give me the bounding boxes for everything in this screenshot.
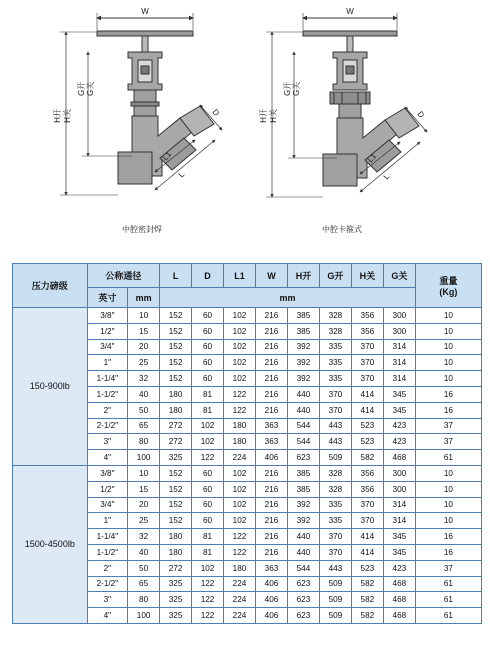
table-cell: 1/2"	[87, 481, 128, 497]
table-cell: 60	[192, 339, 224, 355]
table-cell: 523	[351, 434, 383, 450]
table-cell: 81	[192, 386, 224, 402]
table-cell: 440	[287, 386, 319, 402]
table-cell: 335	[319, 355, 351, 371]
header-d: D	[192, 264, 224, 288]
table-cell: 356	[351, 323, 383, 339]
dim-d-label: D	[210, 107, 222, 118]
table-cell: 20	[128, 497, 160, 513]
table-cell: 1"	[87, 355, 128, 371]
table-cell: 10	[415, 497, 481, 513]
table-cell: 61	[415, 592, 481, 608]
pressure-class-cell: 150-900lb	[13, 308, 88, 466]
table-cell: 314	[383, 371, 415, 387]
table-cell: 80	[128, 592, 160, 608]
table-cell: 122	[192, 450, 224, 466]
table-cell: 443	[319, 418, 351, 434]
left-drawing-caption: 中腔密封焊	[122, 225, 162, 234]
table-cell: 152	[160, 371, 192, 387]
table-cell: 10	[415, 513, 481, 529]
table-cell: 10	[415, 355, 481, 371]
table-cell: 2-1/2"	[87, 418, 128, 434]
table-cell: 414	[351, 544, 383, 560]
header-l: L	[160, 264, 192, 288]
table-cell: 10	[415, 465, 481, 481]
table-cell: 216	[256, 371, 288, 387]
table-cell: 100	[128, 450, 160, 466]
table-cell: 60	[192, 465, 224, 481]
table-cell: 216	[256, 323, 288, 339]
table-cell: 100	[128, 608, 160, 624]
table-cell: 216	[256, 465, 288, 481]
table-cell: 509	[319, 576, 351, 592]
table-cell: 335	[319, 371, 351, 387]
table-cell: 582	[351, 592, 383, 608]
table-cell: 523	[351, 418, 383, 434]
table-cell: 152	[160, 513, 192, 529]
table-cell: 414	[351, 402, 383, 418]
header-h-open: H开	[287, 264, 319, 288]
table-cell: 3/4"	[87, 339, 128, 355]
table-cell: 10	[415, 371, 481, 387]
table-cell: 328	[319, 323, 351, 339]
table-cell: 370	[319, 386, 351, 402]
table-cell: 370	[319, 529, 351, 545]
table-cell: 10	[415, 323, 481, 339]
table-cell: 468	[383, 576, 415, 592]
table-cell: 370	[351, 355, 383, 371]
table-cell: 102	[224, 371, 256, 387]
table-cell: 102	[224, 465, 256, 481]
table-cell: 385	[287, 308, 319, 324]
table-cell: 623	[287, 450, 319, 466]
table-cell: 10	[415, 481, 481, 497]
table-cell: 81	[192, 402, 224, 418]
table-cell: 406	[256, 608, 288, 624]
table-cell: 216	[256, 497, 288, 513]
table-cell: 440	[287, 402, 319, 418]
dim-h-close-label: H关	[63, 108, 72, 123]
dim-l1-label: L1	[160, 149, 174, 163]
table-cell: 152	[160, 323, 192, 339]
table-cell: 122	[224, 386, 256, 402]
table-cell: 25	[128, 355, 160, 371]
table-cell: 37	[415, 560, 481, 576]
dim-w-label: W	[346, 7, 354, 16]
table-cell: 216	[256, 386, 288, 402]
table-cell: 10	[128, 308, 160, 324]
table-cell: 122	[192, 592, 224, 608]
table-cell: 440	[287, 529, 319, 545]
valve-drawing-welded-bonnet	[53, 7, 222, 195]
table-cell: 272	[160, 434, 192, 450]
table-cell: 122	[192, 576, 224, 592]
table-cell: 345	[383, 386, 415, 402]
table-cell: 61	[415, 608, 481, 624]
table-cell: 102	[224, 308, 256, 324]
table-cell: 40	[128, 386, 160, 402]
table-cell: 392	[287, 355, 319, 371]
table-cell: 50	[128, 402, 160, 418]
table-cell: 102	[224, 323, 256, 339]
table-cell: 2"	[87, 402, 128, 418]
table-cell: 443	[319, 560, 351, 576]
table-cell: 180	[160, 386, 192, 402]
table-cell: 414	[351, 529, 383, 545]
table-row	[13, 308, 482, 324]
table-cell: 325	[160, 450, 192, 466]
table-cell: 385	[287, 323, 319, 339]
table-cell: 3"	[87, 434, 128, 450]
table-cell: 623	[287, 592, 319, 608]
table-cell: 335	[319, 339, 351, 355]
table-cell: 224	[224, 576, 256, 592]
table-cell: 423	[383, 434, 415, 450]
table-cell: 509	[319, 592, 351, 608]
table-cell: 3/8"	[87, 465, 128, 481]
table-cell: 60	[192, 513, 224, 529]
header-l1: L1	[224, 264, 256, 288]
table-cell: 216	[256, 339, 288, 355]
table-cell: 2"	[87, 560, 128, 576]
header-dimension-unit: mm	[160, 288, 416, 308]
table-cell: 1-1/2"	[87, 544, 128, 560]
table-cell: 122	[224, 544, 256, 560]
table-cell: 25	[128, 513, 160, 529]
table-cell: 468	[383, 608, 415, 624]
table-cell: 60	[192, 481, 224, 497]
dim-l1-label: L1	[365, 151, 379, 165]
table-cell: 468	[383, 592, 415, 608]
table-cell: 180	[160, 402, 192, 418]
table-cell: 10	[415, 339, 481, 355]
table-cell: 15	[128, 481, 160, 497]
header-g-close: G关	[383, 264, 415, 288]
table-cell: 440	[287, 544, 319, 560]
table-cell: 414	[351, 386, 383, 402]
table-cell: 325	[160, 608, 192, 624]
valve-drawings	[0, 0, 490, 250]
table-cell: 345	[383, 402, 415, 418]
table-cell: 406	[256, 592, 288, 608]
dim-h-open-label: H开	[53, 108, 62, 123]
table-cell: 16	[415, 402, 481, 418]
table-cell: 370	[351, 371, 383, 387]
table-cell: 392	[287, 339, 319, 355]
table-cell: 152	[160, 497, 192, 513]
table-cell: 102	[224, 513, 256, 529]
table-cell: 152	[160, 465, 192, 481]
dim-h-close-label: H关	[269, 108, 278, 123]
table-cell: 468	[383, 450, 415, 466]
table-cell: 3"	[87, 592, 128, 608]
table-cell: 60	[192, 308, 224, 324]
table-cell: 300	[383, 465, 415, 481]
table-cell: 406	[256, 576, 288, 592]
pressure-class-cell: 1500-4500lb	[13, 465, 88, 623]
table-cell: 50	[128, 560, 160, 576]
table-cell: 224	[224, 592, 256, 608]
table-cell: 370	[351, 513, 383, 529]
table-cell: 272	[160, 418, 192, 434]
table-cell: 37	[415, 418, 481, 434]
table-cell: 314	[383, 513, 415, 529]
table-cell: 392	[287, 497, 319, 513]
dim-l-label: L	[176, 170, 187, 180]
table-cell: 80	[128, 434, 160, 450]
table-cell: 20	[128, 339, 160, 355]
table-cell: 1"	[87, 513, 128, 529]
header-h-close: H关	[351, 264, 383, 288]
dim-g-open-label: G开	[283, 81, 292, 96]
table-cell: 523	[351, 560, 383, 576]
table-cell: 623	[287, 576, 319, 592]
table-cell: 81	[192, 544, 224, 560]
table-cell: 102	[192, 418, 224, 434]
table-row	[13, 465, 482, 481]
table-cell: 216	[256, 308, 288, 324]
table-cell: 40	[128, 544, 160, 560]
table-cell: 216	[256, 529, 288, 545]
table-cell: 423	[383, 560, 415, 576]
table-cell: 122	[192, 608, 224, 624]
table-cell: 4"	[87, 608, 128, 624]
table-cell: 122	[224, 402, 256, 418]
table-cell: 16	[415, 544, 481, 560]
table-cell: 152	[160, 308, 192, 324]
table-cell: 102	[224, 355, 256, 371]
table-cell: 582	[351, 576, 383, 592]
table-cell: 216	[256, 481, 288, 497]
table-cell: 152	[160, 339, 192, 355]
table-cell: 102	[192, 560, 224, 576]
table-cell: 32	[128, 529, 160, 545]
table-cell: 544	[287, 418, 319, 434]
table-cell: 102	[224, 339, 256, 355]
table-cell: 32	[128, 371, 160, 387]
table-cell: 300	[383, 308, 415, 324]
table-cell: 356	[351, 308, 383, 324]
table-cell: 180	[224, 560, 256, 576]
table-cell: 272	[160, 560, 192, 576]
table-cell: 370	[351, 497, 383, 513]
table-cell: 300	[383, 481, 415, 497]
header-weight-label: 重量	[439, 276, 458, 286]
table-cell: 356	[351, 481, 383, 497]
table-cell: 328	[319, 465, 351, 481]
table-cell: 10	[128, 465, 160, 481]
table-cell: 328	[319, 308, 351, 324]
table-cell: 102	[224, 497, 256, 513]
table-cell: 325	[160, 576, 192, 592]
table-cell: 582	[351, 608, 383, 624]
table-cell: 335	[319, 497, 351, 513]
table-cell: 370	[319, 544, 351, 560]
table-cell: 1-1/4"	[87, 529, 128, 545]
table-cell: 328	[319, 481, 351, 497]
table-cell: 216	[256, 513, 288, 529]
table-cell: 224	[224, 608, 256, 624]
table-cell: 61	[415, 450, 481, 466]
table-cell: 370	[319, 402, 351, 418]
table-cell: 4"	[87, 450, 128, 466]
table-cell: 2-1/2"	[87, 576, 128, 592]
table-cell: 314	[383, 497, 415, 513]
table-cell: 392	[287, 371, 319, 387]
table-cell: 216	[256, 544, 288, 560]
table-cell: 314	[383, 339, 415, 355]
table-cell: 216	[256, 402, 288, 418]
table-cell: 544	[287, 434, 319, 450]
table-cell: 406	[256, 450, 288, 466]
table-cell: 180	[224, 418, 256, 434]
table-cell: 363	[256, 418, 288, 434]
table-cell: 102	[192, 434, 224, 450]
table-cell: 3/8"	[87, 308, 128, 324]
table-cell: 81	[192, 529, 224, 545]
table-cell: 60	[192, 355, 224, 371]
dim-h-open-label: H开	[259, 108, 268, 123]
table-cell: 16	[415, 386, 481, 402]
dim-g-close-label: G关	[86, 81, 95, 96]
header-inch: 英寸	[87, 288, 128, 308]
table-cell: 443	[319, 434, 351, 450]
header-w: W	[256, 264, 288, 288]
table-cell: 16	[415, 529, 481, 545]
table-cell: 37	[415, 434, 481, 450]
table-cell: 65	[128, 418, 160, 434]
header-g-open: G开	[319, 264, 351, 288]
table-cell: 370	[351, 339, 383, 355]
header-pressure-class: 压力磅级	[13, 264, 88, 308]
table-cell: 345	[383, 544, 415, 560]
dim-g-open-label: G开	[77, 81, 86, 96]
table-cell: 544	[287, 560, 319, 576]
table-cell: 392	[287, 513, 319, 529]
table-cell: 1-1/2"	[87, 386, 128, 402]
table-cell: 623	[287, 608, 319, 624]
table-cell: 582	[351, 450, 383, 466]
table-cell: 363	[256, 434, 288, 450]
table-cell: 152	[160, 355, 192, 371]
dim-d-label: D	[415, 109, 427, 120]
dim-w-label: W	[141, 7, 149, 16]
table-cell: 224	[224, 450, 256, 466]
table-cell: 60	[192, 371, 224, 387]
table-cell: 314	[383, 355, 415, 371]
dim-l-label: L	[381, 172, 392, 182]
header-weight-unit: (Kg)	[439, 287, 458, 297]
table-cell: 363	[256, 560, 288, 576]
right-drawing-caption: 中腔卡箍式	[322, 225, 362, 234]
table-cell: 1-1/4"	[87, 371, 128, 387]
table-cell: 122	[224, 529, 256, 545]
table-cell: 385	[287, 481, 319, 497]
table-cell: 15	[128, 323, 160, 339]
table-cell: 216	[256, 355, 288, 371]
header-weight	[415, 264, 481, 308]
valve-drawing-clamp-bonnet	[259, 7, 427, 197]
table-cell: 345	[383, 529, 415, 545]
table-cell: 335	[319, 513, 351, 529]
table-cell: 152	[160, 481, 192, 497]
table-cell: 385	[287, 465, 319, 481]
table-cell: 60	[192, 497, 224, 513]
table-cell: 423	[383, 418, 415, 434]
header-mm: mm	[128, 288, 160, 308]
table-cell: 3/4"	[87, 497, 128, 513]
dimension-table	[12, 263, 482, 624]
table-cell: 509	[319, 450, 351, 466]
table-cell: 60	[192, 323, 224, 339]
table-cell: 300	[383, 323, 415, 339]
table-cell: 180	[160, 529, 192, 545]
header-nominal-size: 公称通径	[87, 264, 159, 288]
table-cell: 102	[224, 481, 256, 497]
table-cell: 65	[128, 576, 160, 592]
table-cell: 356	[351, 465, 383, 481]
table-cell: 180	[224, 434, 256, 450]
table-cell: 325	[160, 592, 192, 608]
table-cell: 180	[160, 544, 192, 560]
table-cell: 509	[319, 608, 351, 624]
table-body	[13, 308, 482, 624]
dim-g-close-label: G关	[292, 81, 301, 96]
table-cell: 10	[415, 308, 481, 324]
table-cell: 61	[415, 576, 481, 592]
table-cell: 1/2"	[87, 323, 128, 339]
